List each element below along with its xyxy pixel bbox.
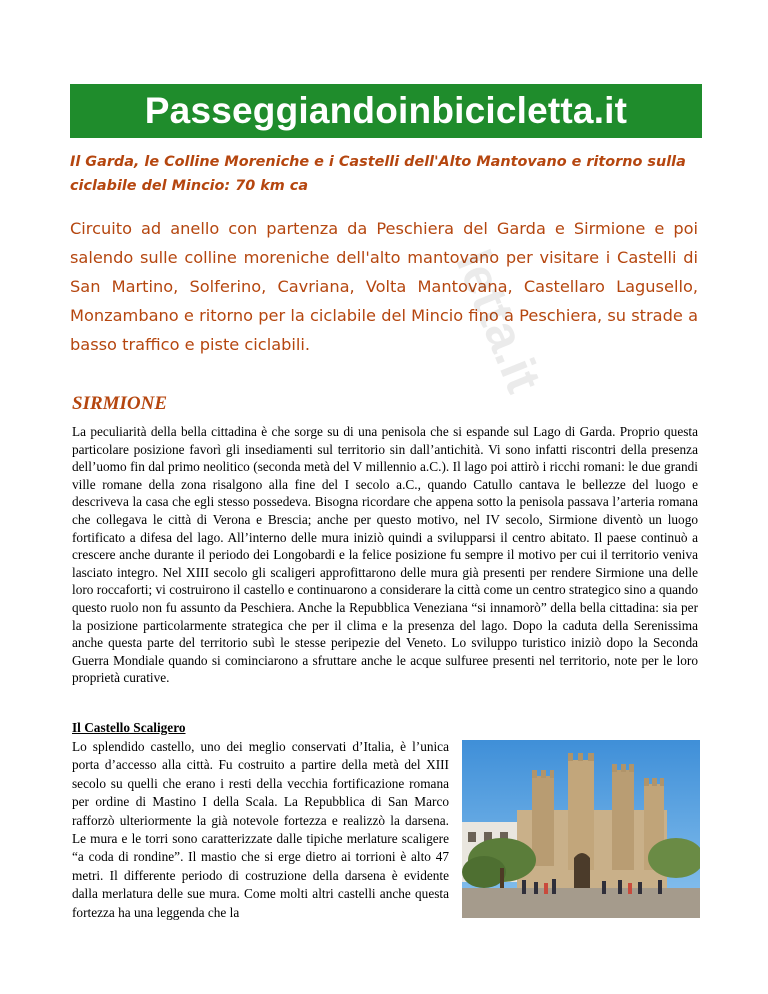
castle-heading: Il Castello Scaligero [72, 720, 186, 735]
watermark: letta.it [445, 242, 553, 400]
route-intro: Circuito ad anello con partenza da Peschiera del Garda e Sirmione e poi salendo sulle colline moreniche dell'alto mantovano per visitare i Castelli di San Martino, Solferino, Cavriana, Volta Mantovana, Castellaro Lagusello, Monzambano e ritorno per la ciclabile del Mincio fino a Peschiera, su strade a basso traffico e piste ciclabili. [70, 219, 698, 354]
route-subtitle: Il Garda, le Colline Moreniche e i Castelli dell'Alto Mantovano e ritorno sulla ciclabile del Mincio: 70 km ca [70, 154, 686, 194]
section-heading-sirmione: SIRMIONE [72, 393, 168, 414]
castle-paragraph: Lo splendido castello, uno dei meglio conservati d’Italia, è l’unica porta d’accesso alla città. Fu costruito a partire della metà del XIII secolo su quelli che erano i resti della vecchia fortificazione romana per ordine di Mastino I della Scala. La Repubblica di San Marco rafforzò ulteriormente la già notevole fortezza e realizzò la darsena. Le mura e le torri sono caratterizzate dalle tipiche merlature scaligere “a coda di rondine”. Il mastio che si erge dietro ai torrioni è alto 47 metri. Il differente periodo di costruzione della darsena è evidente dalla merlatura delle sue mura. Come molti altri castelli anche questa fortezza ha una leggenda che la [72, 739, 449, 920]
sirmione-paragraph: La peculiarità della bella cittadina è che sorge su di una penisola che si espande sul Lago di Garda. Proprio questa particolare posizione favorì gli insediamenti sul territorio sin dall’antichità. Vi sono infatti riscontri della presenza dell’uomo fin dal primo neolitico (seconda metà del V millennio a.C.). Il lago poi attirò i ricchi romani: le due grandi ville romane della zona risalgono alla fine del I secolo a.C., quando Catullo cantava le bellezze del luogo e descriveva la casa che egli stesso possedeva. Bisogna ricordare che appena sotto la penisola passava l’arteria romana che collegava le città di Verona e Brescia; anche per questo motivo, nel IV secolo, Sirmione diventò un luogo fortificato a difesa del lago. All’interno delle mura iniziò quindi a svilupparsi il centro abitato. Il paese continuò a crescere anche durante il periodo dei Longobardi e la felice posizione fu sempre il motivo per cui il territorio veniva lasciato integro. Nel XIII secolo gli scaligeri approfittarono delle mura già presenti per rendere Sirmione una delle loro roccaforti; vi costruirono il castello e continuarono a considerare la città come un centro strategico sino a quando questo ruolo non fu assunto da Peschiera. Anche la Repubblica Veneziana “si innamorò” della bella cittadina: sia per la posizione particolarmente strategica che per il clima e la presenza del lago. Dopo la caduta della Serenissima anche questa parte del territorio subì le stesse peripezie del Veneto. Lo sviluppo turistico iniziò dopo la Seconda Guerra Mondiale quando si cominciarono a sfruttare anche le acque sulfuree presenti nel territorio, note per le loro proprietà curative. [72, 424, 698, 686]
castle-photo [462, 740, 700, 918]
site-banner: Passeggiandoinbicicletta.it [70, 84, 702, 138]
